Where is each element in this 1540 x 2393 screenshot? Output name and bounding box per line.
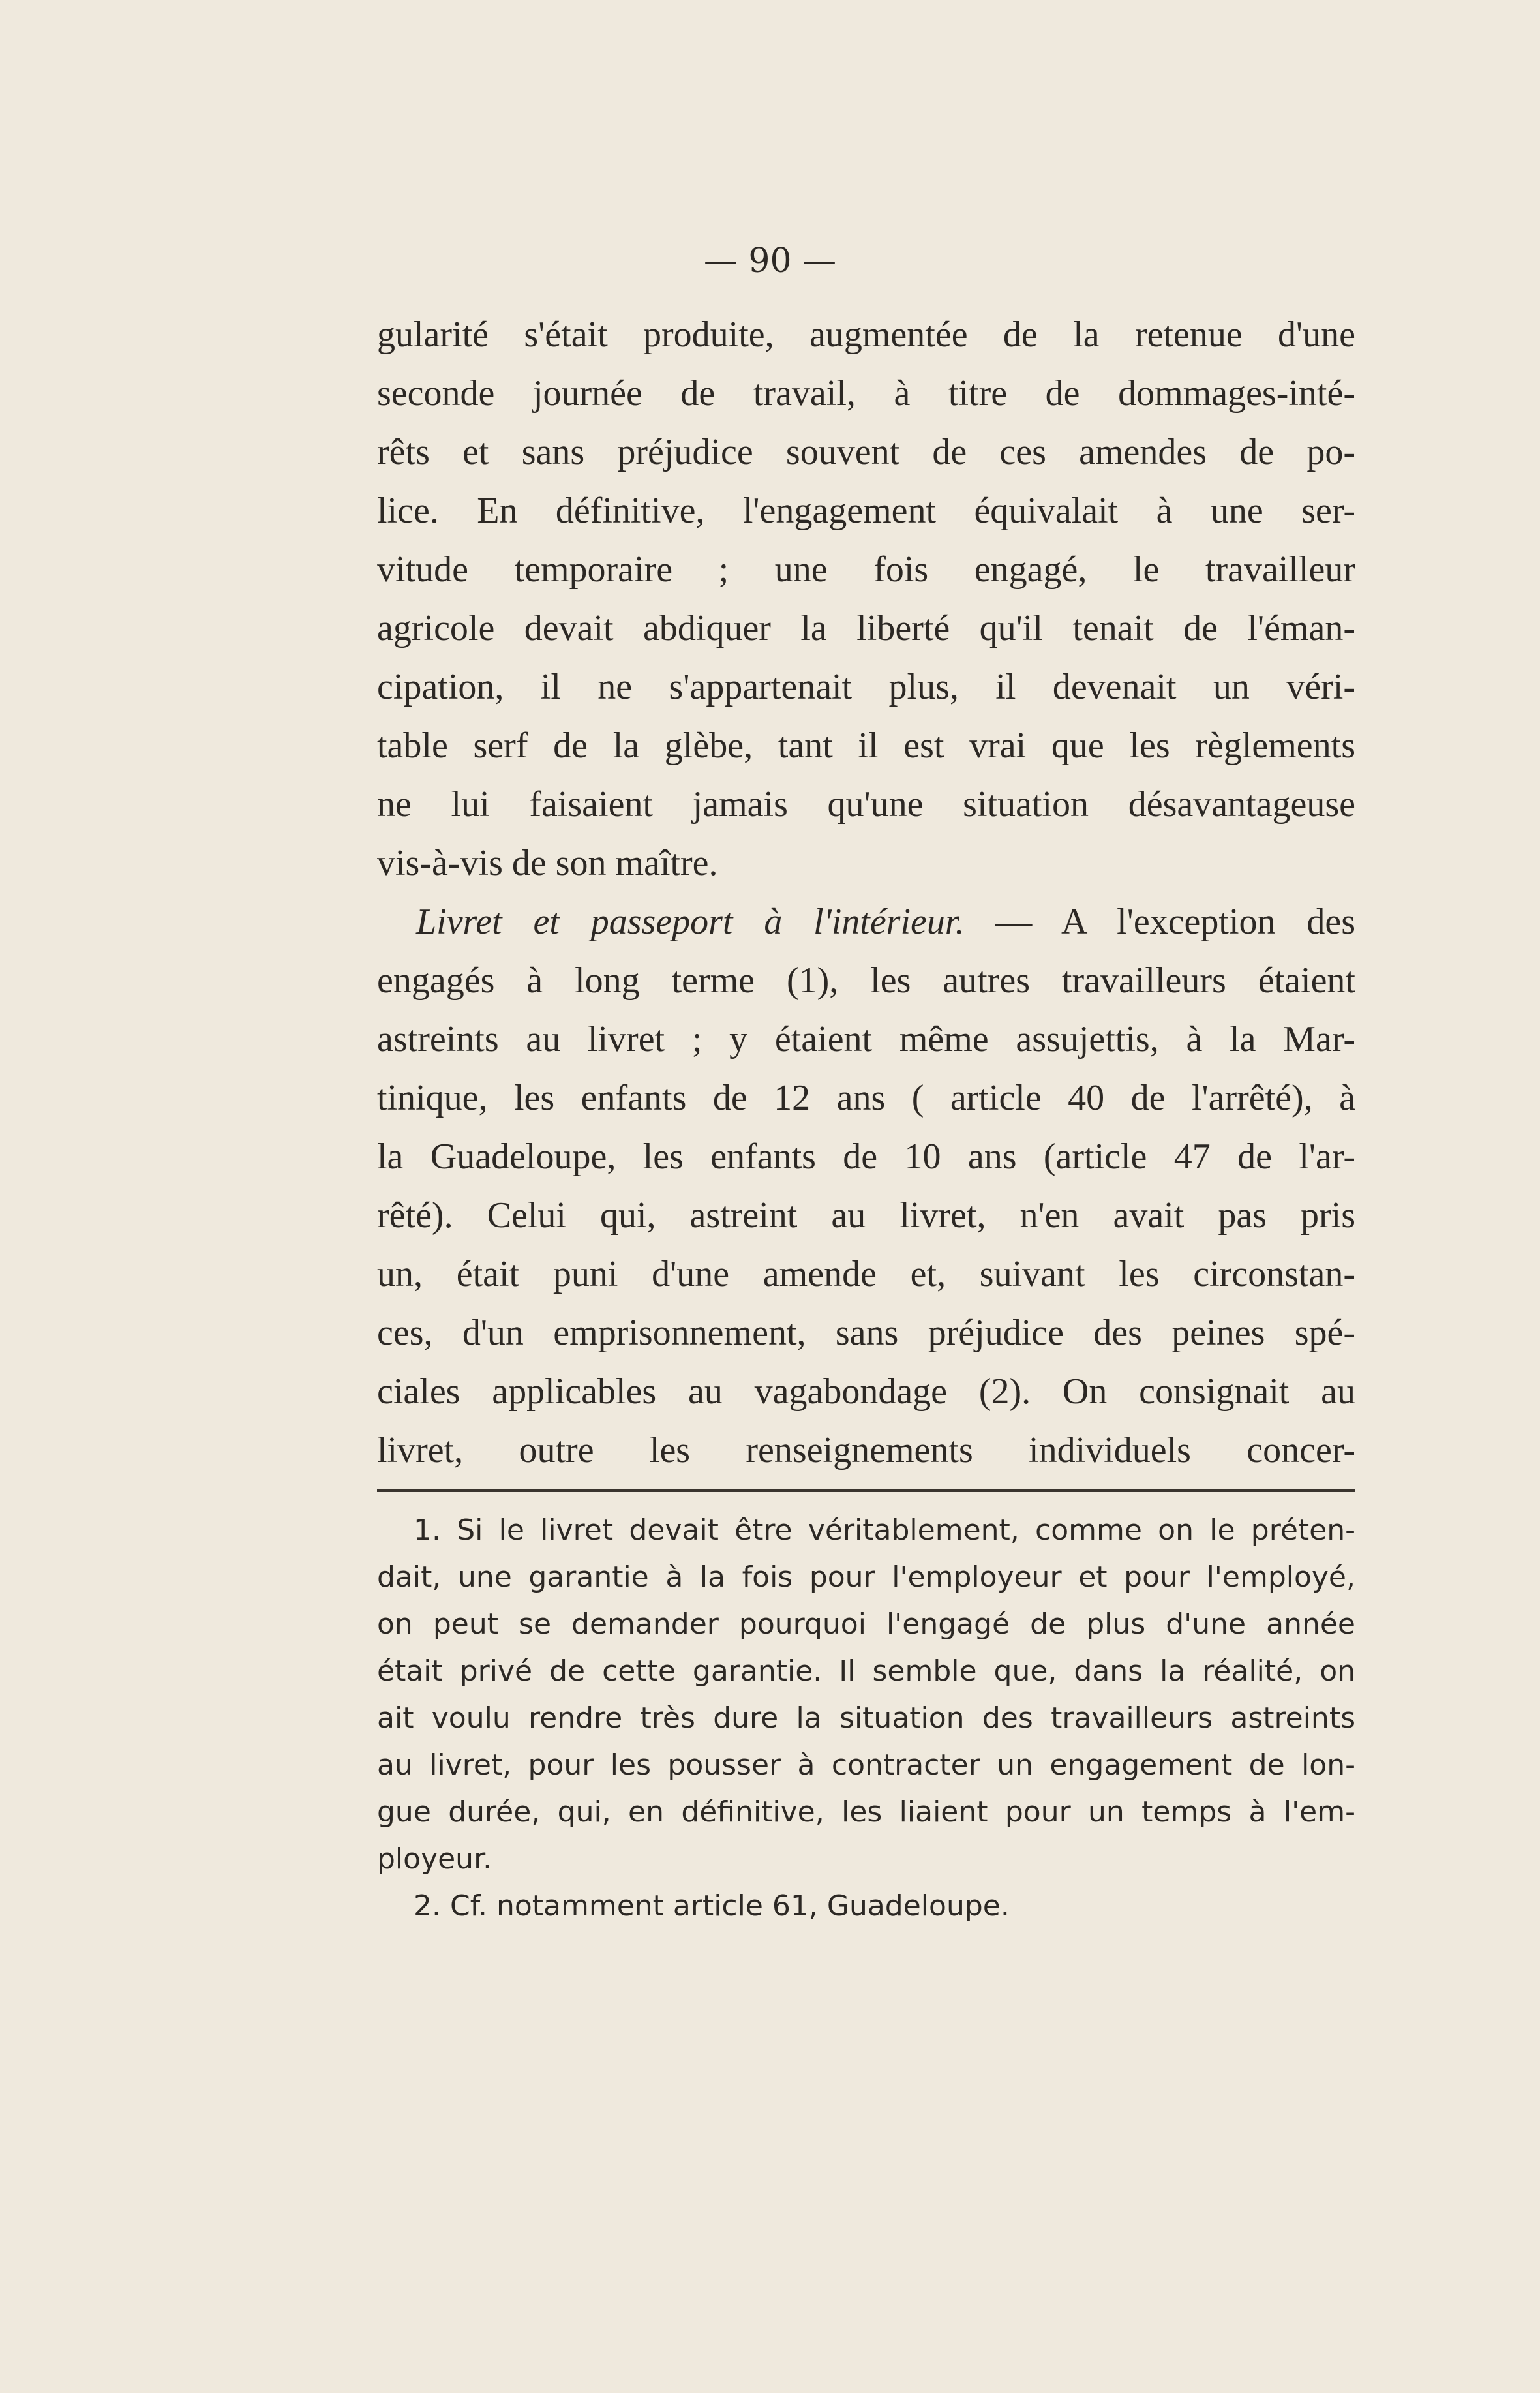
text-line: gularité s'était produite, augmentée de la retenue d'une (377, 314, 1355, 355)
text-line: table serf de la glèbe, tant il est vrai que les règlements (377, 725, 1355, 766)
text-line: astreints au livret ; y étaient même assujettis, à la Mar- (377, 1019, 1355, 1059)
footnote-divider (377, 1489, 1355, 1492)
footnote-line: dait, une garantie à la fois pour l'employeur et pour l'employé, (377, 1561, 1355, 1594)
section-heading: Livret et passeport à l'intérieur. (416, 902, 965, 942)
footnote-line: gue durée, qui, en définitive, les liaient pour un temps à l'em- (377, 1795, 1355, 1829)
footnote-2: 2. Cf. notamment article 61, Guadeloupe. (414, 1889, 1010, 1923)
footnote-line: au livret, pour les pousser à contracter un engagement de lon- (377, 1748, 1355, 1782)
heading-line-rest: — A l'exception des (964, 902, 1355, 942)
section-heading-line (377, 892, 1355, 951)
text-line: engagés à long terme (1), les autres travailleurs étaient (377, 960, 1355, 1001)
text-line: ces, d'un emprisonnement, sans préjudice des peines spé- (377, 1313, 1355, 1353)
text-line: vitude temporaire ; une fois engagé, le travailleur (377, 549, 1355, 590)
text-line: lice. En définitive, l'engagement équivalait à une ser- (377, 491, 1355, 531)
footnotes (377, 1507, 1355, 1930)
footnote-line: ployeur. (377, 1842, 492, 1876)
text-line: agricole devait abdiquer la liberté qu'il tenait de l'éman- (377, 608, 1355, 648)
page-number: — 90 — (703, 241, 837, 281)
footnote-line: était privé de cette garantie. Il semble que, dans la réalité, on (377, 1654, 1355, 1688)
text-line: seconde journée de travail, à titre de dommages-inté- (377, 373, 1355, 414)
footnote-line: 1. Si le livret devait être véritablement, comme on le préten- (414, 1514, 1355, 1547)
text-line: la Guadeloupe, les enfants de 10 ans (article 47 de l'ar- (377, 1136, 1355, 1177)
text-line: un, était puni d'une amende et, suivant les circonstan- (377, 1254, 1355, 1294)
text-line: ne lui faisaient jamais qu'une situation désavantageuse (377, 784, 1355, 825)
main-text (377, 305, 1355, 1480)
text-line: vis-à-vis de son maître. (377, 843, 718, 883)
text-line: livret, outre les renseignements individuels concer- (377, 1430, 1355, 1471)
text-line: rêté). Celui qui, astreint au livret, n'en avait pas pris (377, 1195, 1355, 1236)
text-line: cipation, il ne s'appartenait plus, il devenait un véri- (377, 667, 1355, 707)
footnote-line: ait voulu rendre très dure la situation des travailleurs astreints (377, 1701, 1355, 1735)
text-line: tinique, les enfants de 12 ans ( article 40 de l'arrêté), à (377, 1078, 1355, 1118)
footnote-line: on peut se demander pourquoi l'engagé de plus d'une année (377, 1608, 1355, 1641)
text-line: rêts et sans préjudice souvent de ces amendes de po- (377, 432, 1355, 472)
text-line: ciales applicables au vagabondage (2). On consignait au (377, 1371, 1355, 1412)
